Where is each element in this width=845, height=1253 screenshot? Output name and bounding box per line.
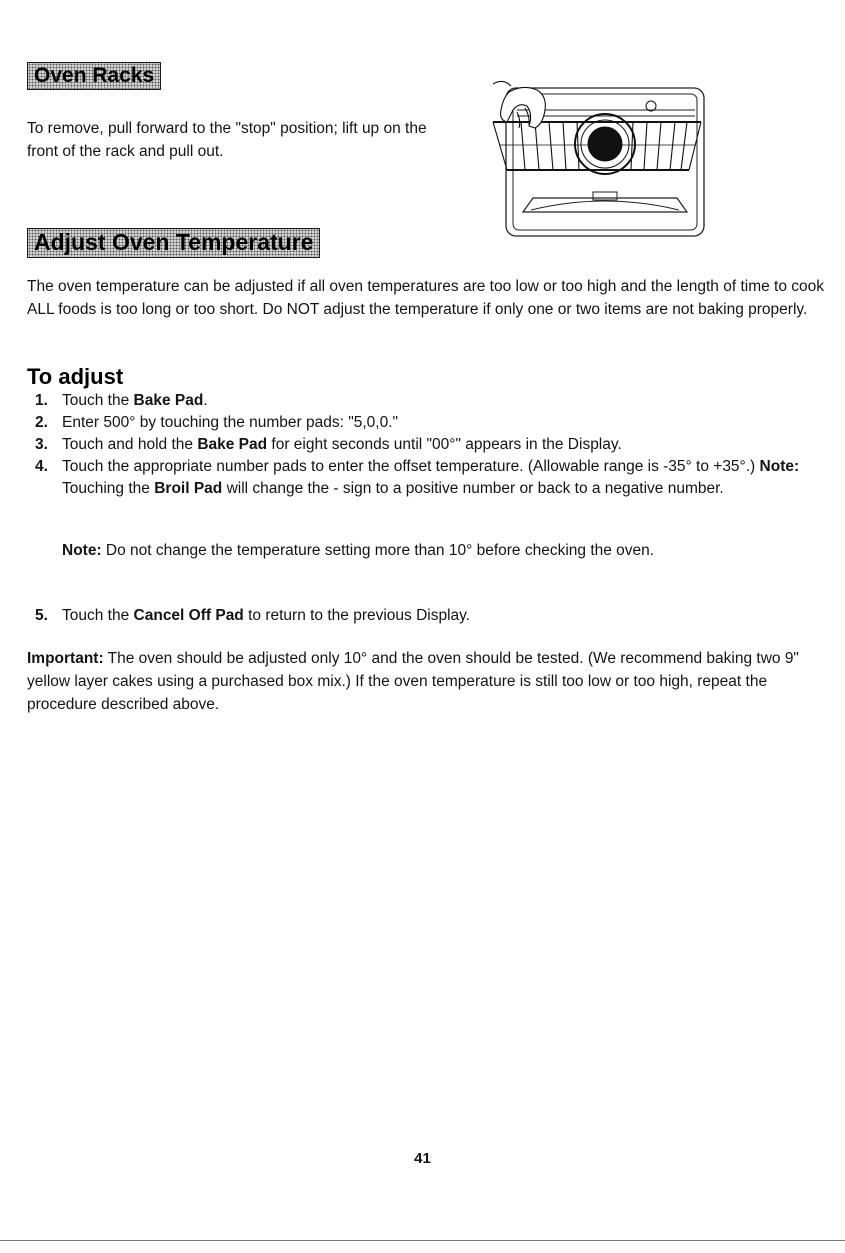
page-number: 41 [414,1150,431,1167]
step-text: will change the - sign to a positive number or back to a negative number. [222,480,724,497]
page-bottom-rule [0,1240,845,1241]
step-2 [35,412,835,434]
bake-pad-label: Bake Pad [133,392,204,409]
step-number: 5. [35,607,48,624]
bake-pad-label: Bake Pad [197,436,268,453]
step-1 [35,390,835,412]
step-number: 4. [35,458,48,475]
note-label: Note: [62,542,102,559]
important-label: Important: [27,650,104,667]
step-text: to return to the previous Display. [243,607,471,624]
step-text: Touch the [62,392,134,409]
temperature-note [62,538,832,564]
adjust-temperature-intro: The oven temperature can be adjusted if all oven temperatures are too low or too high and the length of time to cook ALL foods is too long or too short. Do NOT adjust the temperature if only one or two items are not baking properly. [27,278,825,318]
step-text: Touch and hold the [62,436,198,453]
step-4 [35,456,835,500]
step-number: 3. [35,436,48,453]
important-text: The oven should be adjusted only 10° and the oven should be tested. (We recommend baking two 9" yellow layer cakes using a purchased box mix.) If the oven temperature is still too low or too high, repeat the procedure described above. [27,650,799,713]
step-3 [35,434,835,456]
step-number: 1. [35,392,48,409]
adjust-steps-list [35,390,835,500]
step-text: Touching the [62,480,155,497]
adjust-temperature-heading: Adjust Oven Temperature [27,228,320,258]
oven-racks-heading: Oven Racks [27,62,161,90]
important-notice [27,647,832,716]
step-number: 2. [35,414,48,431]
note-text: Do not change the temperature setting more than 10° before checking the oven. [101,542,655,559]
oven-rack-illustration [473,70,718,240]
convection-fan [575,101,656,174]
to-adjust-heading: To adjust [27,364,124,389]
step-text: for eight seconds until "00°" appears in the Display. [267,436,622,453]
oven-racks-instructions: To remove, pull forward to the "stop" position; lift up on the front of the rack and pull out. [27,120,427,160]
step-text: Touch the appropriate number pads to enter the offset temperature. (Allowable range is -35° to +35°.) [62,458,760,475]
step-text: . [203,392,208,409]
note-label: Note: [759,458,800,475]
step-text: Enter 500° by touching the number pads: "5,0,0." [62,414,399,431]
step-text: Touch the [62,607,134,624]
cancel-off-pad-label: Cancel Off Pad [133,607,244,624]
broil-pad-label: Broil Pad [154,480,223,497]
step-5 [35,605,835,627]
